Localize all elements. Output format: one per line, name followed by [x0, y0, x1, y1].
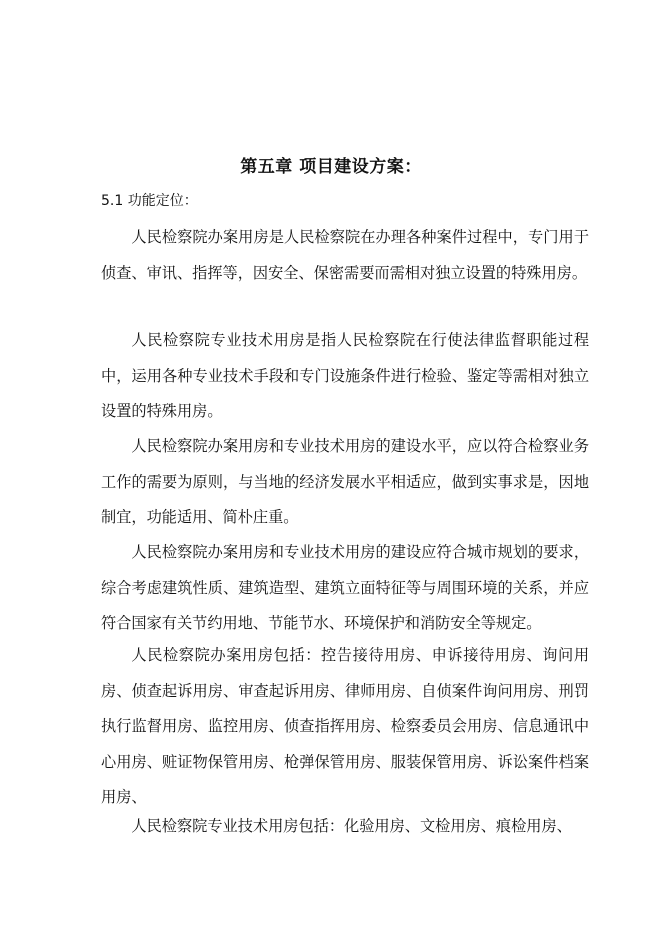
paragraph-case-room-list: 人民检察院办案用房包括：控告接待用房、申诉接待用房、询问用房、侦查起诉用房、审查起诉用房、律师用房、自侦案件询问用房、刑罚执行监督用房、监控用房、侦查指挥用房、检察委员会用房、信息通讯中心用房、赃证物保管用房、枪弹保管用房、服装保管用房、诉讼案件档案用房、 — [101, 646, 589, 806]
paragraph-case-handling-rooms: 人民检察院办案用房是人民检察院在办理各种案件过程中，专门用于侦查、审讯、指挥等，因安全、保密需要而需相对独立设置的特殊用房。 — [101, 228, 589, 282]
chapter-title: 第五章 项目建设方案： — [240, 157, 422, 177]
paragraph-technical-rooms: 人民检察院专业技术用房是指人民检察院在行使法律监督职能过程中，运用各种专业技术手段和专门设施条件进行检验、鉴定等需相对独立设置的特殊用房。 — [101, 331, 589, 420]
paragraph-technical-room-list: 人民检察院专业技术用房包括：化验用房、文检用房、痕检用房、 — [131, 817, 572, 835]
section-heading: 5.1 功能定位： — [101, 193, 198, 209]
paragraph-construction-level: 人民检察院办案用房和专业技术用房的建设水平，应以符合检察业务工作的需要为原则，与当地的经济发展水平相适应，做到实事求是，因地制宜，功能适用、简朴庄重。 — [101, 437, 589, 526]
paragraph-planning-requirements: 人民检察院办案用房和专业技术用房的建设应符合城市规划的要求，综合考虑建筑性质、建筑造型、建筑立面特征等与周围环境的关系，并应符合国家有关节约用地、节能节水、环境保护和消防安全等规定。 — [101, 543, 589, 632]
